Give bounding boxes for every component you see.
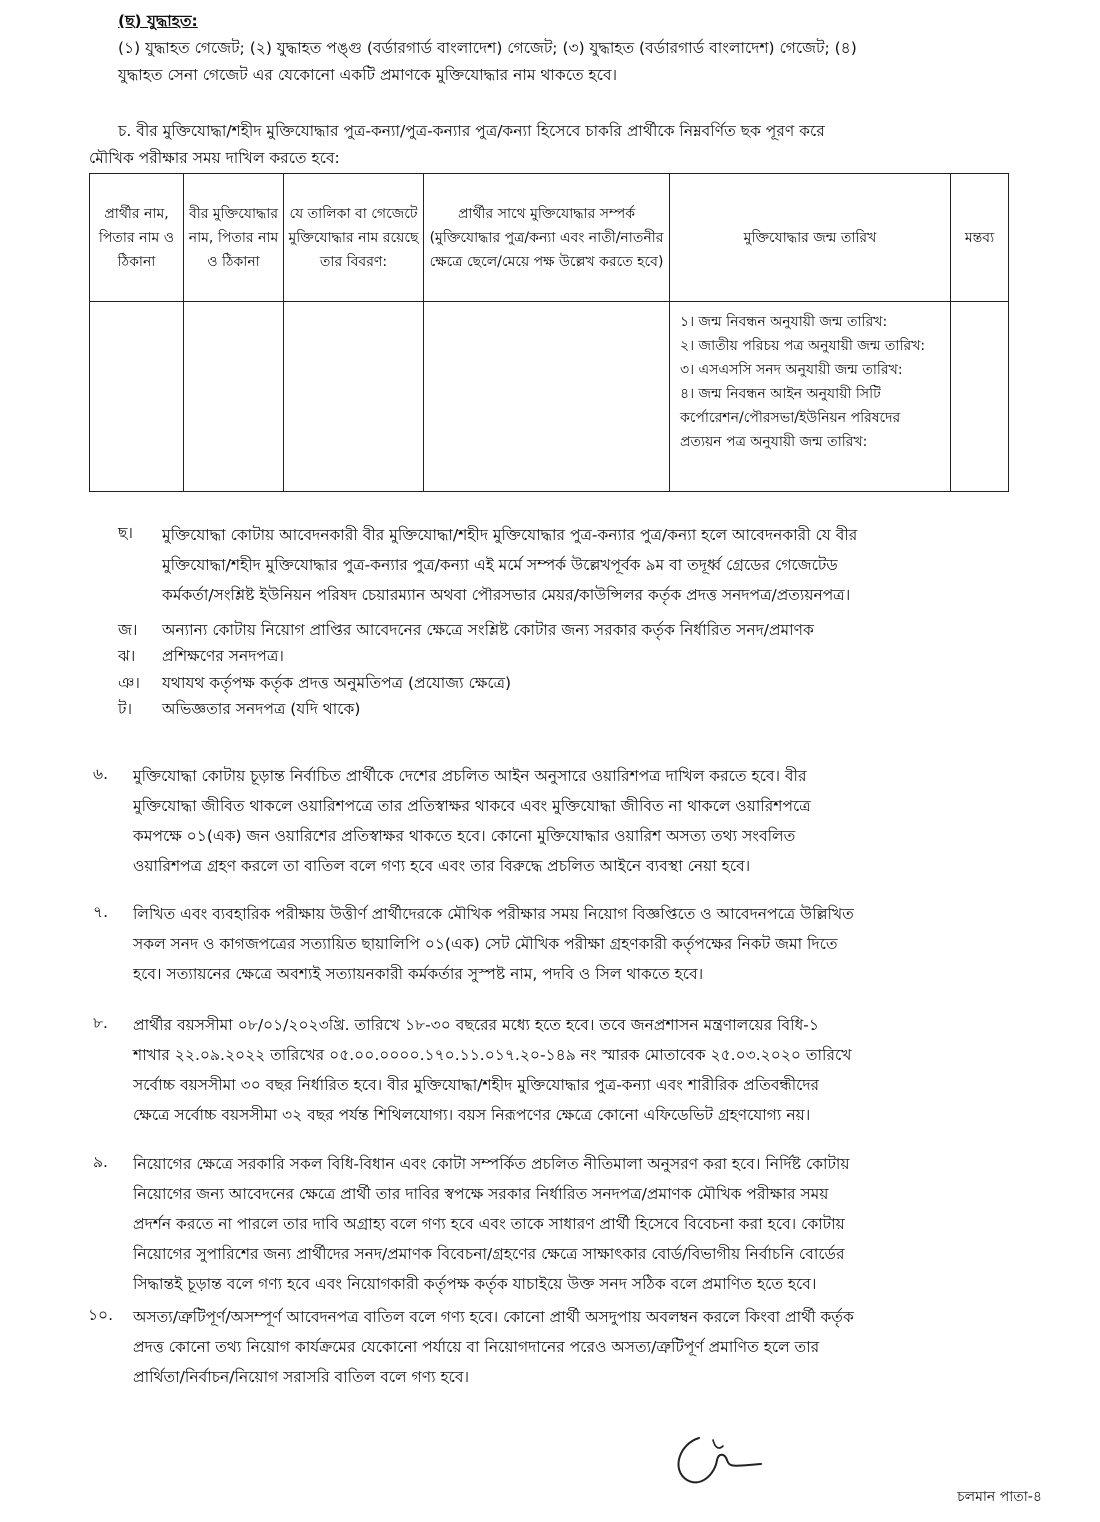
paragraph xyxy=(133,1302,1005,1392)
birth-item: ১। জন্ম নিবন্ধন অনুযায়ী জন্ম তারিখ: xyxy=(680,314,888,330)
paragraph-number: ৮. xyxy=(93,1014,108,1032)
table-cell xyxy=(90,302,184,492)
list-item xyxy=(118,520,162,547)
list-line: মুক্তিযোদ্ধা/শহীদ মুক্তিযোদ্ধার পুত্র-কন্যার পুত্র/কন্যা এই মর্মে সম্পর্ক উল্লেখপূর্বক ৯ম বা তদূর্ধ্ব গ্রেডের গেজেটেড xyxy=(162,556,838,574)
list-marker: ছ। xyxy=(118,524,133,542)
section-heading: (ছ) যুদ্ধাহত: xyxy=(118,12,198,30)
intro-paragraph-cont xyxy=(89,145,340,172)
table-cell xyxy=(284,302,424,492)
paragraph-line: সর্বোচ্চ বয়সসীমা ৩০ বছর নির্ধারিত হবে। বীর মুক্তিযোদ্ধা/শহীদ মুক্তিযোদ্ধার পুত্র-কন্যা এবং শারীরিক প্রতিবন্ধীদের xyxy=(133,1076,820,1094)
paragraph xyxy=(133,1149,1005,1299)
list-item xyxy=(118,643,284,670)
paragraph-line: কমপক্ষে ০১(এক) জন ওয়ারিশের প্রতিস্বাক্ষর থাকতে হবে। কোনো মুক্তিযোদ্ধার ওয়ারিশ অসত্য তথ্য সংবলিত xyxy=(133,827,796,845)
paragraph-line: প্রদত্ত কোনো তথ্য নিয়োগ কার্যক্রমের যেকোনো পর্যায়ে বা নিয়োগদানের পরেও অসত্য/ত্রুটিপূর্ণ প্রমাণিত হলে তার xyxy=(133,1338,820,1356)
paragraph-line: অসত্য/ত্রুটিপূর্ণ/অসম্পূর্ণ আবেদনপত্র বাতিল বলে গণ্য হবে। কোনো প্রার্থী অসদুপায় অবলম্বন করলে কিংবা প্রার্থী কর্তৃক xyxy=(133,1308,854,1326)
paragraph-line: ক্ষেত্রে সর্বোচ্চ বয়সসীমা ৩২ বছর পর্যন্ত শিথিলযোগ্য। বয়স নিরূপণের ক্ষেত্রে কোনো এফিডেভিট গ্রহণযোগ্য নয়। xyxy=(133,1106,811,1124)
section-line: (১) যুদ্ধাহত গেজেট; (২) যুদ্ধাহত পঙ্গু (বর্ডারগার্ড বাংলাদেশ) গেজেট; (৩) যুদ্ধাহত (বর্ডারগার্ড বাংলাদেশ) গেজেট; (৪) xyxy=(118,39,857,57)
paragraph-line: নিয়োগের ক্ষেত্রে সরকারি সকল বিধি-বিধান এবং কোটা সম্পর্কিত প্রচলিত নীতিমালা অনুসরণ করা হবে। নির্দিষ্ট কোটায় xyxy=(133,1155,850,1173)
paragraph-number: ৭. xyxy=(93,903,109,921)
paragraph-line: লিখিত এবং ব্যবহারিক পরীক্ষায় উত্তীর্ণ প্রার্থীদেরকে মৌখিক পরীক্ষার সময় নিয়োগ বিজ্ঞপ্তিতে ও আবেদনপত্রে উল্লিখিত xyxy=(133,905,854,923)
list-line: কর্মকর্তা/সংশ্লিষ্ট ইউনিয়ন পরিষদ চেয়ারম্যান অথবা পৌরসভার মেয়র/কাউন্সিলর কর্তৃক প্রদত্ত সনদপত্র/প্রত্যয়নপত্র। xyxy=(162,586,851,604)
birth-item: ৩। এসএসসি সনদ অনুযায়ী জন্ম তারিখ: xyxy=(680,362,903,378)
list-line: অভিজ্ঞতার সনদপত্র (যদি থাকে) xyxy=(162,700,361,718)
table-header-cell: প্রার্থীর সাথে মুক্তিযোদ্ধার সম্পর্ক (মুক্তিযোদ্ধার পুত্র/কন্যা এবং নাতী/নাতনীর ক্ষেত্রে ছেলে/মেয়ে পক্ষ উল্লেখ করতে হবে) xyxy=(424,174,670,302)
paragraph-line: সকল সনদ ও কাগজপত্রের সত্যায়িত ছায়ালিপি ০১(এক) সেট মৌখিক পরীক্ষা গ্রহণকারী কর্তৃপক্ষের নিকট জমা দিতে xyxy=(133,935,838,953)
paragraph-line: মুক্তিযোদ্ধা জীবিত থাকলে ওয়ারিশপত্রে তার প্রতিস্বাক্ষর থাকবে এবং মুক্তিযোদ্ধা জীবিত না থাকলে ওয়ারিশপত্রে xyxy=(133,797,811,815)
page-continuation-label: চলমান পাতা-৪ xyxy=(957,1489,1042,1505)
paragraph-line: ওয়ারিশপত্র গ্রহণ করলে তা বাতিল বলে গণ্য হবে এবং তার বিরুদ্ধে প্রচলিত আইনে ব্যবস্থা নেয়া হবে। xyxy=(133,857,751,875)
paragraph-line: প্রার্থিতা/নির্বাচন/নিয়োগ সরাসরি বাতিল বলে গণ্য হবে। xyxy=(133,1368,470,1386)
birth-item: ৪। জন্ম নিবন্ধন আইন অনুযায়ী সিটি কর্পোরেশন/পৌরসভা/ইউনিয়ন পরিষদের প্রত্যয়ন পত্র অনুযায়ী জন্ম তারিখ: xyxy=(680,386,901,450)
paragraph-number: ১০. xyxy=(88,1306,114,1324)
paragraph-line: হবে। সত্যায়নের ক্ষেত্রে অবশ্যই সত্যায়নকারী কর্মকর্তার সুস্পষ্ট নাম, পদবি ও সিল থাকতে হবে। xyxy=(133,965,704,983)
table-header-cell: প্রার্থীর নাম, পিতার নাম ও ঠিকানা xyxy=(90,174,184,302)
paragraph-line: প্রদর্শন করতে না পারলে তার দাবি অগ্রাহ্য বলে গণ্য হবে এবং তাকে সাধারণ প্রার্থী হিসেবে বিবেচনা করা হবে। কোটায় xyxy=(133,1215,845,1233)
table-cell xyxy=(424,302,670,492)
paragraph-line: প্রার্থীর বয়সসীমা ০৮/০১/২০২৩খ্রি. তারিখে ১৮-৩০ বছরের মধ্যে হতে হবে। তবে জনপ্রশাসন মন্ত্রণালয়ের বিধি-১ xyxy=(133,1016,819,1034)
table-header-row xyxy=(90,174,1009,302)
freedom-fighter-form-table xyxy=(89,173,1009,492)
list-marker: জ। xyxy=(118,621,138,639)
section-war-wounded xyxy=(118,8,857,89)
table-header-cell: মুক্তিযোদ্ধার জন্ম তারিখ xyxy=(670,174,951,302)
paragraph-number: ৬. xyxy=(93,765,109,783)
paragraph-line: নিয়োগের সুপারিশের জন্য প্রার্থীদের সনদ/প্রমাণক বিবেচনা/গ্রহণের ক্ষেত্রে সাক্ষাৎকার বোর্ড/বিভাগীয় নির্বাচনি বোর্ডের xyxy=(133,1245,845,1263)
list-marker: ঝ। xyxy=(118,647,136,665)
table-header-cell: বীর মুক্তিযোদ্ধার নাম, পিতার নাম ও ঠিকানা xyxy=(184,174,284,302)
section-line: যুদ্ধাহত সেনা গেজেট এর যেকোনো একটি প্রমাণকে মুক্তিযোদ্ধার নাম থাকতে হবে। xyxy=(118,66,618,84)
intro-line: চ. বীর মুক্তিযোদ্ধা/শহীদ মুক্তিযোদ্ধার পুত্র-কন্যা/পুত্র-কন্যার পুত্র/কন্যা হিসেবে চাকরি প্রার্থীকে নিম্নবর্ণিত ছক পূরণ করে xyxy=(118,122,825,140)
table-header-cell: যে তালিকা বা গেজেটে মুক্তিযোদ্ধার নাম রয়েছে তার বিবরণ: xyxy=(284,174,424,302)
table-row xyxy=(90,302,1009,492)
paragraph-line: শাখার ২২.০৯.২০২২ তারিখের ০৫.০০.০০০০.১৭০.১১.০১৭.২০-১৪৯ নং স্মারক মোতাবেক ২৫.০৩.২০২০ তারিখে xyxy=(133,1046,852,1064)
list-line: প্রশিক্ষণের সনদপত্র। xyxy=(162,647,284,665)
paragraph-number: ৯. xyxy=(93,1153,108,1171)
birth-item: ২। জাতীয় পরিচয় পত্র অনুযায়ী জন্ম তারিখ: xyxy=(680,338,926,354)
paragraph xyxy=(133,1010,1005,1130)
list-marker: ঞ। xyxy=(118,674,140,692)
list-line: যথাযথ কর্তৃপক্ষ কর্তৃক প্রদত্ত অনুমতিপত্র (প্রযোজ্য ক্ষেত্রে) xyxy=(162,674,512,692)
list-item-text xyxy=(162,520,857,610)
table-header-cell: মন্তব্য xyxy=(951,174,1009,302)
intro-line: মৌখিক পরীক্ষার সময় দাখিল করতে হবে: xyxy=(89,149,340,167)
paragraph-line: সিদ্ধান্তই চূড়ান্ত বলে গণ্য হবে এবং নিয়োগকারী কর্তৃপক্ষ কর্তৃক যাচাইয়ে উক্ত সনদ সঠিক বলে প্রমাণিত হতে হবে। xyxy=(133,1275,817,1293)
birth-date-cell xyxy=(670,302,951,492)
paragraph xyxy=(133,761,1005,881)
intro-paragraph xyxy=(118,118,825,145)
table-cell xyxy=(951,302,1009,492)
list-line: মুক্তিযোদ্ধা কোটায় আবেদনকারী বীর মুক্তিযোদ্ধা/শহীদ মুক্তিযোদ্ধার পুত্র-কন্যার পুত্র/কন্যা হলে আবেদনকারী যে বীর xyxy=(162,526,858,544)
paragraph xyxy=(133,899,1005,989)
signature xyxy=(665,1430,775,1490)
list-item xyxy=(118,617,814,644)
list-item xyxy=(118,670,511,697)
table-cell xyxy=(184,302,284,492)
paragraph-line: মুক্তিযোদ্ধা কোটায় চূড়ান্ত নির্বাচিত প্রার্থীকে দেশের প্রচলিত আইন অনুসারে ওয়ারিশপত্র দাখিল করতে হবে। বীর xyxy=(133,767,807,785)
list-marker: ট। xyxy=(118,700,132,718)
paragraph-line: নিয়োগের জন্য আবেদনের ক্ষেত্রে প্রার্থী তার দাবির স্বপক্ষে সরকার নির্ধারিত সনদপত্র/প্রমাণক মৌখিক পরীক্ষার সময় xyxy=(133,1185,829,1203)
list-line: অন্যান্য কোটায় নিয়োগ প্রাপ্তির আবেদনের ক্ষেত্রে সংশ্লিষ্ট কোটার জন্য সরকার কর্তৃক নির্ধারিত সনদ/প্রমাণক xyxy=(162,621,814,639)
list-item xyxy=(118,696,360,723)
